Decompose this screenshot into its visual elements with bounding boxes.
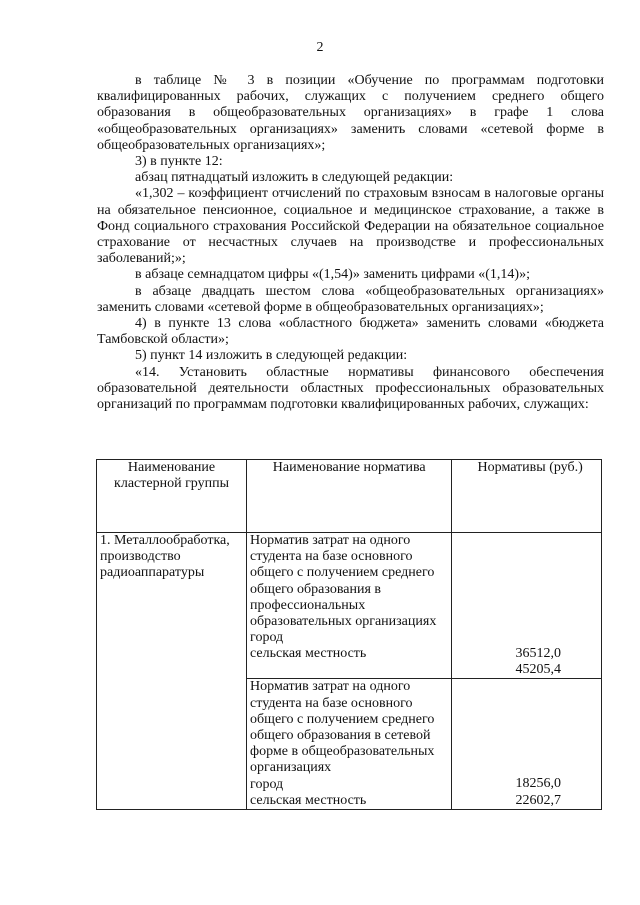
header-normatives-rub: Нормативы (руб.) — [452, 460, 602, 533]
paragraph-coefficient: «1,302 – коэффициент отчислений по страховым взносам в налоговые органы на обязательное пенсионное, социальное и медицинское страхование, а также в Фонд социального страхования Российской Федерации на обязательное социальное страхование от несчастных случаев на производстве и профессиональных заболеваний;»; — [97, 186, 604, 267]
header-normative-name: Наименование норматива — [247, 460, 452, 533]
paragraph-table3-amendment: в таблице № 3 в позиции «Обучение по программам подготовки квалифицированных рабочих, служащих с получением среднего общего образования в общеобразовательных организациях» в графе 1 слова «общеобразовательных организациях» заменить словами «сетевой форме в общеобразовательных организациях»; — [97, 73, 604, 153]
normative-cell — [247, 679, 452, 810]
normative-cell — [247, 533, 452, 679]
cluster-group-name: 1. Металлообработка, производство радиоаппаратуры — [100, 533, 230, 581]
rural-value: 22602,7 — [515, 792, 561, 808]
values-cell — [452, 679, 602, 810]
table-row — [97, 533, 602, 679]
paragraph-item-14: «14. Установить областные нормативы финансового обеспечения образовательной деятельности областных профессиональных образовательных организаций по программам подготовки квалифицированных рабочих, служащих: — [97, 364, 604, 413]
rural-label: сельская местность — [250, 646, 367, 662]
city-value: 36512,0 — [515, 646, 561, 661]
document-body — [97, 73, 604, 413]
paragraph-abzac-17: в абзаце семнадцатом цифры «(1,54)» заменить цифрами «(1,14)»; — [135, 267, 530, 283]
city-label: город — [250, 776, 284, 792]
paragraph-abzac-26: в абзаце двадцать шестом слова «общеобразовательных организациях» заменить словами «сетевой форме в общеобразовательных организациях»; — [97, 283, 604, 315]
normative-description: Норматив затрат на одного студента на базе основного общего с получением среднего общего образования в профессиональных образовательных организациях — [250, 533, 437, 630]
rural-label: сельская местность — [250, 792, 367, 808]
normatives-table — [96, 459, 602, 810]
table-header-row — [97, 460, 602, 533]
paragraph-abzac-15: абзац пятнадцатый изложить в следующей редакции: — [135, 170, 454, 186]
paragraph-item-3: 3) в пункте 12: — [135, 154, 223, 170]
normative-description: Норматив затрат на одного студента на базе основного общего с получением среднего общего образования в сетевой форме в общеобразовательных организациях — [250, 679, 435, 776]
paragraph-item-5: 5) пункт 14 изложить в следующей редакции: — [135, 348, 408, 364]
values-cell — [452, 533, 602, 679]
rural-value: 45205,4 — [515, 662, 561, 678]
city-label: город — [250, 630, 284, 646]
cluster-group-cell — [97, 533, 247, 810]
paragraph-item-4: 4) в пункте 13 слова «областного бюджета» заменить словами «бюджета Тамбовской области»; — [97, 316, 604, 348]
city-value: 18256,0 — [515, 776, 561, 792]
header-cluster-group: Наименование кластерной группы — [97, 460, 247, 533]
page-number: 2 — [316, 40, 324, 55]
